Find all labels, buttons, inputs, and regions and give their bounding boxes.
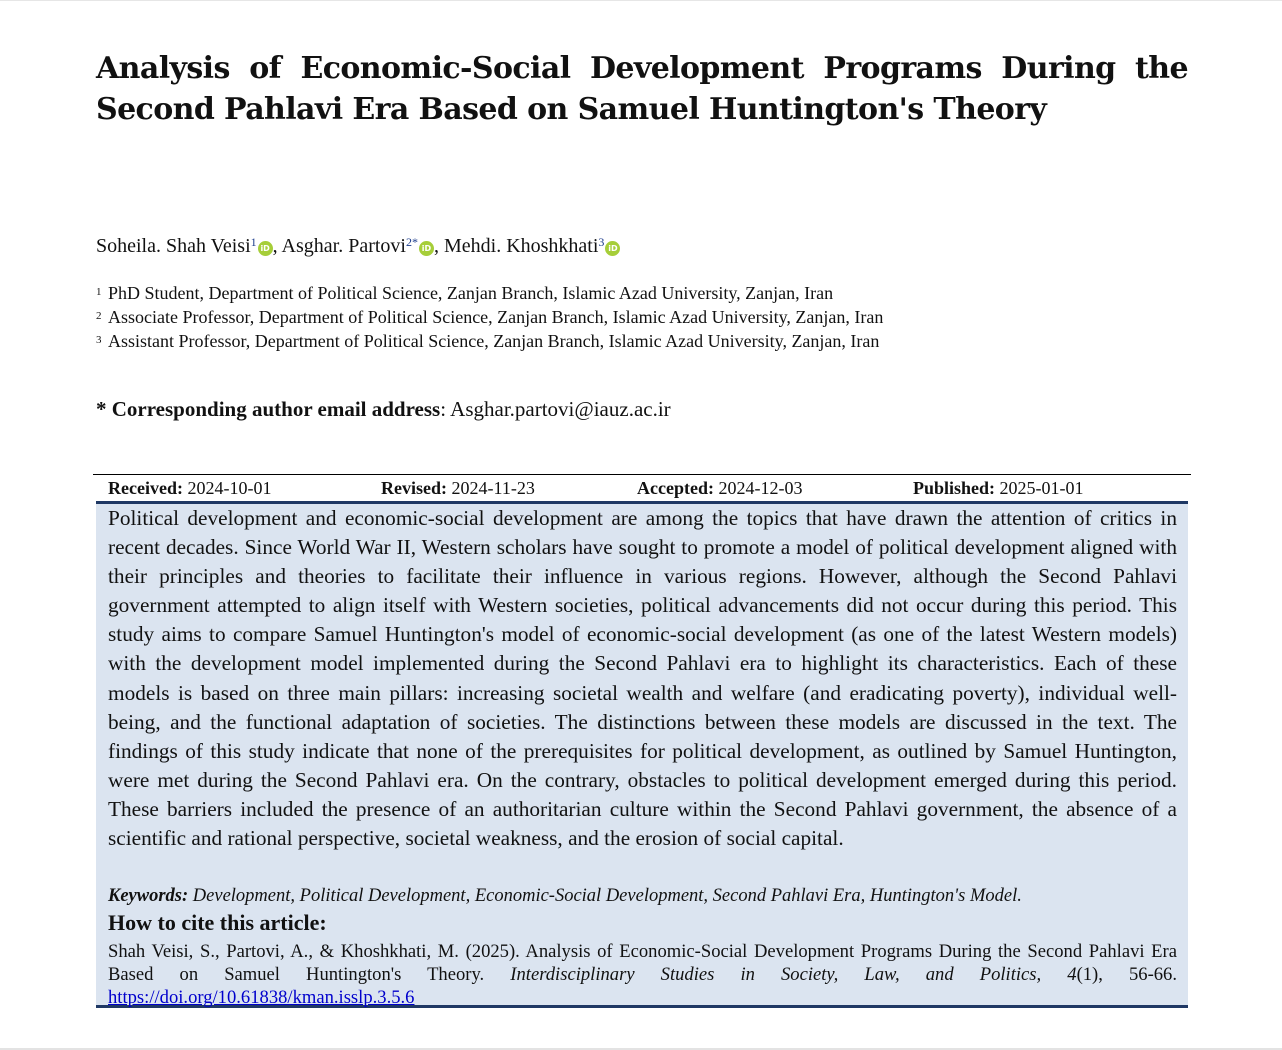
dates-divider — [93, 474, 1191, 475]
affiliation-text: Assistant Professor, Department of Political Science, Zanjan Branch, Islamic Azad University, Zanjan, Iran — [108, 331, 880, 351]
affiliation-item — [96, 305, 883, 329]
corresponding-email[interactable]: Asghar.partovi@iauz.ac.ir — [450, 397, 671, 421]
affiliation-number: 2 — [96, 310, 102, 322]
author-affiliation-sup: 1 — [250, 235, 257, 249]
cite-heading: How to cite this article: — [108, 910, 327, 935]
author-list: Soheila. Shah Veisi$^1$ iD , Asghar. Partovi$^{2*}$ iD , Mehdi. Khoshkhati$^3$ iD — [96, 229, 620, 259]
citation-text: Shah Veisi, S., Partovi, A., & Khoshkhati, M. (2025). Analysis of Economic-Social Development Programs During the Second Pahlavi Era Based on Samuel Huntington's Theory. Interdisciplinary Studies in Society, Law, and Politics, 4(1), 56-66. https://doi.org/10.61838/kman.isslp.3.5.6 — [108, 941, 1177, 1008]
author-affiliation-sup: 2* — [405, 235, 418, 249]
keywords — [108, 884, 1022, 908]
author-name: Asghar. Partovi — [281, 235, 406, 257]
affiliation-item — [96, 329, 883, 353]
affiliation-text: Associate Professor, Department of Political Science, Zanjan Branch, Islamic Azad University, Zanjan, Iran — [108, 307, 884, 327]
orcid-icon[interactable]: iD — [605, 241, 620, 256]
publication-dates — [108, 477, 1188, 499]
affiliation-list — [96, 281, 883, 353]
page-top-rule — [0, 0, 1282, 1]
affiliation-number: 3 — [96, 334, 102, 346]
corresponding-label: * Corresponding author email address — [96, 397, 441, 421]
published-date: Published: 2025-01-01 — [913, 478, 1084, 498]
corresponding-author: * Corresponding author email address: Asghar.partovi@iauz.ac.ir — [96, 397, 671, 421]
doi-link[interactable]: https://doi.org/10.61838/kman.isslp.3.5.6 — [108, 987, 415, 1008]
affiliation-number: 1 — [96, 286, 102, 298]
author-name: Soheila. Shah Veisi — [96, 235, 251, 257]
affiliation-item — [96, 281, 883, 305]
article-title: Analysis of Economic-Social Development Programs During the Second Pahlavi Era Based on Samuel Huntington's Theory — [96, 51, 1188, 127]
revised-date: Revised: 2024-11-23 — [381, 478, 535, 498]
received-date: Received: 2024-10-01 — [108, 478, 272, 498]
journal-name: Interdisciplinary Studies in Society, Law, and Politics, 4 — [510, 964, 1077, 985]
orcid-icon[interactable]: iD — [258, 241, 273, 256]
accepted-date: Accepted: 2024-12-03 — [637, 478, 803, 498]
author-name: Mehdi. Khoshkhati — [443, 235, 599, 257]
keywords-label: Keywords: — [108, 886, 189, 906]
abstract-text: Political development and economic-social development are among the topics that have drawn the attention of critics in recent decades. Since World War II, Western scholars have sought to promote a model of political development aligned with their principles and theories to facilitate their influence in various regions. However, although the Second Pahlavi government attempted to align itself with Western societies, political advancements did not occur during this period. This study aims to compare Samuel Huntington's model of economic-social development (as one of the latest Western models) with the development model implemented during the Second Pahlavi era to highlight its characteristics. Each of these models is based on three main pillars: increasing societal wealth and welfare (and eradicating poverty), individual well-being, and the functional adaptation of societies. The distinctions between these models are discussed in the text. The findings of this study indicate that none of the prerequisites for political development, as outlined by Samuel Huntington, were met during the Second Pahlavi era. On the contrary, obstacles to political development emerged during this period. These barriers included the presence of an authoritarian culture within the Second Pahlavi government, the absence of a scientific and rational perspective, societal weakness, and the erosion of social capital. — [108, 506, 1177, 851]
orcid-icon[interactable]: iD — [419, 241, 434, 256]
author-affiliation-sup: 3 — [598, 235, 605, 249]
affiliation-text: PhD Student, Department of Political Science, Zanjan Branch, Islamic Azad University, Zanjan, Iran — [108, 283, 834, 303]
keywords-text: Development, Political Development, Economic-Social Development, Second Pahlavi Era, Huntington's Model. — [192, 886, 1022, 906]
